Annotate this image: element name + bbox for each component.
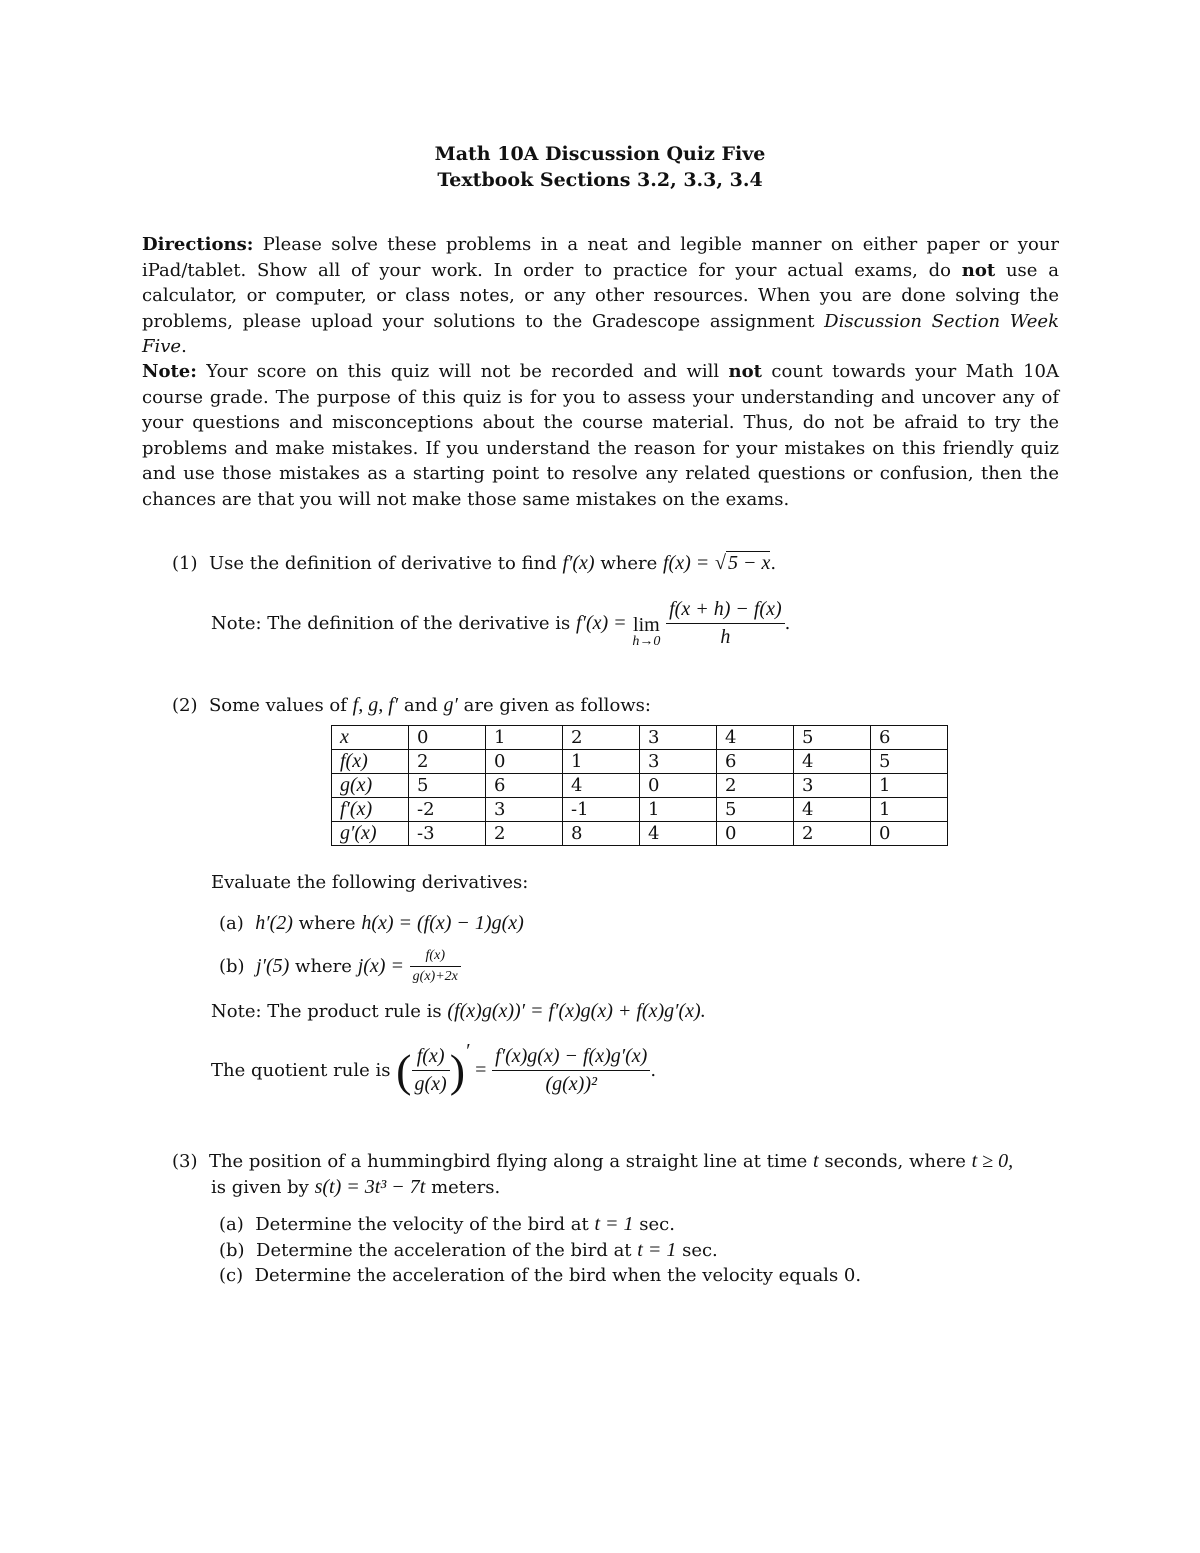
q2-a-expression: h′(2) (255, 912, 293, 934)
q1-lim-sub: h→0 (632, 633, 661, 649)
q3-condition: t ≥ 0, (971, 1150, 1014, 1172)
q3-line1: The position of a hummingbird flying along a straight line at time (208, 1151, 808, 1172)
table-cell: 8 (563, 822, 640, 846)
page-title: Math 10A Discussion Quiz Five (434, 143, 766, 165)
table-cell: 5 (871, 750, 948, 774)
q1-def-denominator: h (720, 626, 731, 648)
table-cell: 0 (717, 822, 794, 846)
q2-intro-end: are given as follows: (463, 695, 651, 716)
table-cell: 5 (409, 774, 486, 798)
table-row (332, 798, 948, 822)
quotient-rhs-fraction (492, 1045, 650, 1096)
table-row-label: f(x) (332, 750, 409, 774)
q2-b-expression: j′(5) (256, 955, 290, 977)
table-cell: 6 (871, 726, 948, 750)
q3-c-label: (c) (219, 1265, 244, 1286)
q1-def-fraction (666, 598, 785, 649)
quotient-end: . (650, 1060, 657, 1081)
table-cell: 4 (794, 750, 871, 774)
q1-fprime: f′(x) (562, 552, 595, 574)
table-cell: 2 (409, 750, 486, 774)
q1-text: Use the definition of derivative to find (208, 553, 557, 574)
question-1: (1) Use the definition of derivative to find f′(x) where f(x) = √ 5 − x. (172, 552, 777, 574)
table-cell: 5 (794, 726, 871, 750)
q2-part-b (219, 948, 461, 985)
note-label: Note: (142, 361, 197, 382)
q2-intro-vars: f, g, f′ (352, 694, 399, 716)
directions-paragraph (142, 232, 1059, 360)
quotient-equals: = (475, 1059, 487, 1081)
quotient-rule-note: The quotient rule is ( $\frac{f(x)}{g(x)}$ )′ = $\frac{f'(x)g(x) - f(x)g'(x)}{\text{(g(x))²}}$ . (211, 1040, 657, 1096)
q2-number: (2) (172, 695, 198, 716)
product-rule-note (211, 1000, 706, 1023)
q2-intro: Some values of (208, 695, 347, 716)
q1-def-numerator: f(x + h) − f(x) (666, 598, 785, 624)
table-row-label: f′(x) (332, 798, 409, 822)
q3-a-text: Determine the velocity of the bird at (255, 1214, 589, 1235)
directions-label: Directions: (142, 234, 254, 255)
table-row-label: x (332, 726, 409, 750)
table-row (332, 822, 948, 846)
table-cell: 6 (486, 774, 563, 798)
table-cell: 1 (871, 774, 948, 798)
table-cell: -1 (563, 798, 640, 822)
quotient-rule-label: The quotient rule is (211, 1060, 391, 1081)
page-subtitle: Textbook Sections 3.2, 3.3, 3.4 (437, 169, 763, 191)
q3-a-label: (a) (219, 1214, 244, 1235)
table-cell: 4 (640, 822, 717, 846)
q1-note-text: Note: The definition of the derivative is (211, 613, 571, 634)
note-not: not (728, 361, 762, 382)
table-cell: 4 (794, 798, 871, 822)
table-cell: 1 (486, 726, 563, 750)
q2-b-numerator: f(x) (410, 948, 461, 967)
question-3 (172, 1150, 1013, 1173)
table-cell: 2 (717, 774, 794, 798)
table-cell: 3 (640, 726, 717, 750)
quotient-lhs-denominator: g(x) (414, 1073, 447, 1095)
table-row-label: g(x) (332, 774, 409, 798)
q2-b-fraction (410, 948, 461, 985)
q3-number: (3) (172, 1151, 198, 1172)
q2-and: and (403, 695, 438, 716)
quotient-lhs-numerator: f(x) (412, 1045, 450, 1071)
quotient-lhs-fraction (412, 1045, 450, 1096)
table-row (332, 774, 948, 798)
product-rule-label: Note: The product rule is (211, 1001, 442, 1022)
values-table (331, 725, 948, 846)
q1-def-lhs: f′(x) = (576, 612, 627, 634)
quotient-rhs-denominator: (g(x))² (545, 1073, 597, 1095)
table-cell: 0 (640, 774, 717, 798)
table-cell: 0 (486, 750, 563, 774)
note-text-1: Your score on this quiz will not be recorded and will (206, 361, 720, 382)
q2-gprime: g′ (443, 694, 458, 716)
quotient-prime: ′ (465, 1040, 470, 1062)
q3-part-b (219, 1239, 718, 1262)
table-cell: 2 (794, 822, 871, 846)
q3-b-time: t = 1 (637, 1239, 677, 1261)
q3-a-time: t = 1 (594, 1213, 634, 1235)
q3-part-a (219, 1213, 675, 1236)
table-cell: 6 (717, 750, 794, 774)
q2-a-where: where (298, 913, 356, 934)
q1-radicand: 5 − x (727, 552, 771, 574)
q2-b-label: (b) (219, 956, 245, 977)
directions-text-2: use a calculator, or computer, or class notes, or any other resources. When you are done solving the problems, please upload your solutions to the Gradescope assignment (142, 259, 1059, 332)
q1-note (211, 598, 790, 649)
q2-b-denominator: g(x)+2x (412, 969, 458, 984)
q1-where: where (600, 553, 658, 574)
table-cell: 1 (640, 798, 717, 822)
q3-line-2 (211, 1176, 500, 1199)
table-cell: 1 (871, 798, 948, 822)
q3-line2: is given by (211, 1177, 309, 1198)
q3-a-end: sec. (639, 1214, 675, 1235)
table-row-label: g′(x) (332, 822, 409, 846)
table-row (332, 750, 948, 774)
q2-b-lhs: j(x) = (357, 955, 404, 977)
table-cell: 5 (717, 798, 794, 822)
q1-lim: lim (633, 613, 660, 636)
directions-end: . (181, 336, 187, 358)
q3-b-end: sec. (682, 1240, 718, 1261)
table-cell: 4 (563, 774, 640, 798)
table-cell: 3 (794, 774, 871, 798)
q2-b-where: where (295, 956, 352, 977)
q2-part-a (219, 912, 524, 935)
q2-a-definition: h(x) = (f(x) − 1)g(x) (361, 912, 524, 934)
q2-a-label: (a) (219, 913, 244, 934)
note-paragraph (142, 359, 1059, 513)
directions-not: not (961, 259, 996, 281)
table-cell: 3 (486, 798, 563, 822)
q3-meters: meters. (431, 1177, 501, 1198)
table-cell: 4 (717, 726, 794, 750)
q3-b-label: (b) (219, 1240, 245, 1261)
question-2 (172, 694, 651, 717)
table-cell: 1 (563, 750, 640, 774)
q1-period: . (770, 553, 777, 574)
q3-part-c (219, 1265, 861, 1286)
q3-t: t (813, 1150, 819, 1172)
quotient-rhs-numerator: f′(x)g(x) − f(x)g′(x) (492, 1045, 650, 1071)
table-cell: 0 (409, 726, 486, 750)
q3-b-text: Determine the acceleration of the bird at (256, 1240, 632, 1261)
assignment-name: Discussion Section Week Five (142, 310, 1059, 358)
q2-evaluate: Evaluate the following derivatives: (211, 872, 529, 893)
product-rule-formula: (f(x)g(x))′ = f′(x)g(x) + f(x)g′(x). (447, 1000, 706, 1022)
q1-function: f(x) = (662, 552, 710, 574)
note-text-2: count towards your Math 10A course grade. The purpose of this quiz is for you to assess your understanding and uncover any of your questions and misconceptions about the course material. Thus, do not be afraid to try the problems and make mistakes. If you understand the reason for your mistakes on this friendly quiz and use those mistakes as a starting point to resolve any related questions or confusion, then the chances are that you will not make those same mistakes on the exams. (142, 361, 1059, 510)
q3-line1b: seconds, where (824, 1151, 966, 1172)
directions-text: Please solve these problems in a neat and legible manner on either paper or your iPad/tablet. Show all of your work. In order to practice for your actual exams, do (142, 234, 1059, 281)
table-cell: 0 (871, 822, 948, 846)
table-cell: 2 (563, 726, 640, 750)
q3-position: s(t) = 3t³ − 7t (314, 1176, 426, 1198)
q3-c-text: Determine the acceleration of the bird when the velocity equals 0. (254, 1265, 862, 1286)
q1-number: (1) (172, 553, 198, 574)
table-row (332, 726, 948, 750)
table-cell: -2 (409, 798, 486, 822)
table-cell: -3 (409, 822, 486, 846)
table-cell: 3 (640, 750, 717, 774)
q1-def-end: . (784, 613, 791, 634)
table-cell: 2 (486, 822, 563, 846)
